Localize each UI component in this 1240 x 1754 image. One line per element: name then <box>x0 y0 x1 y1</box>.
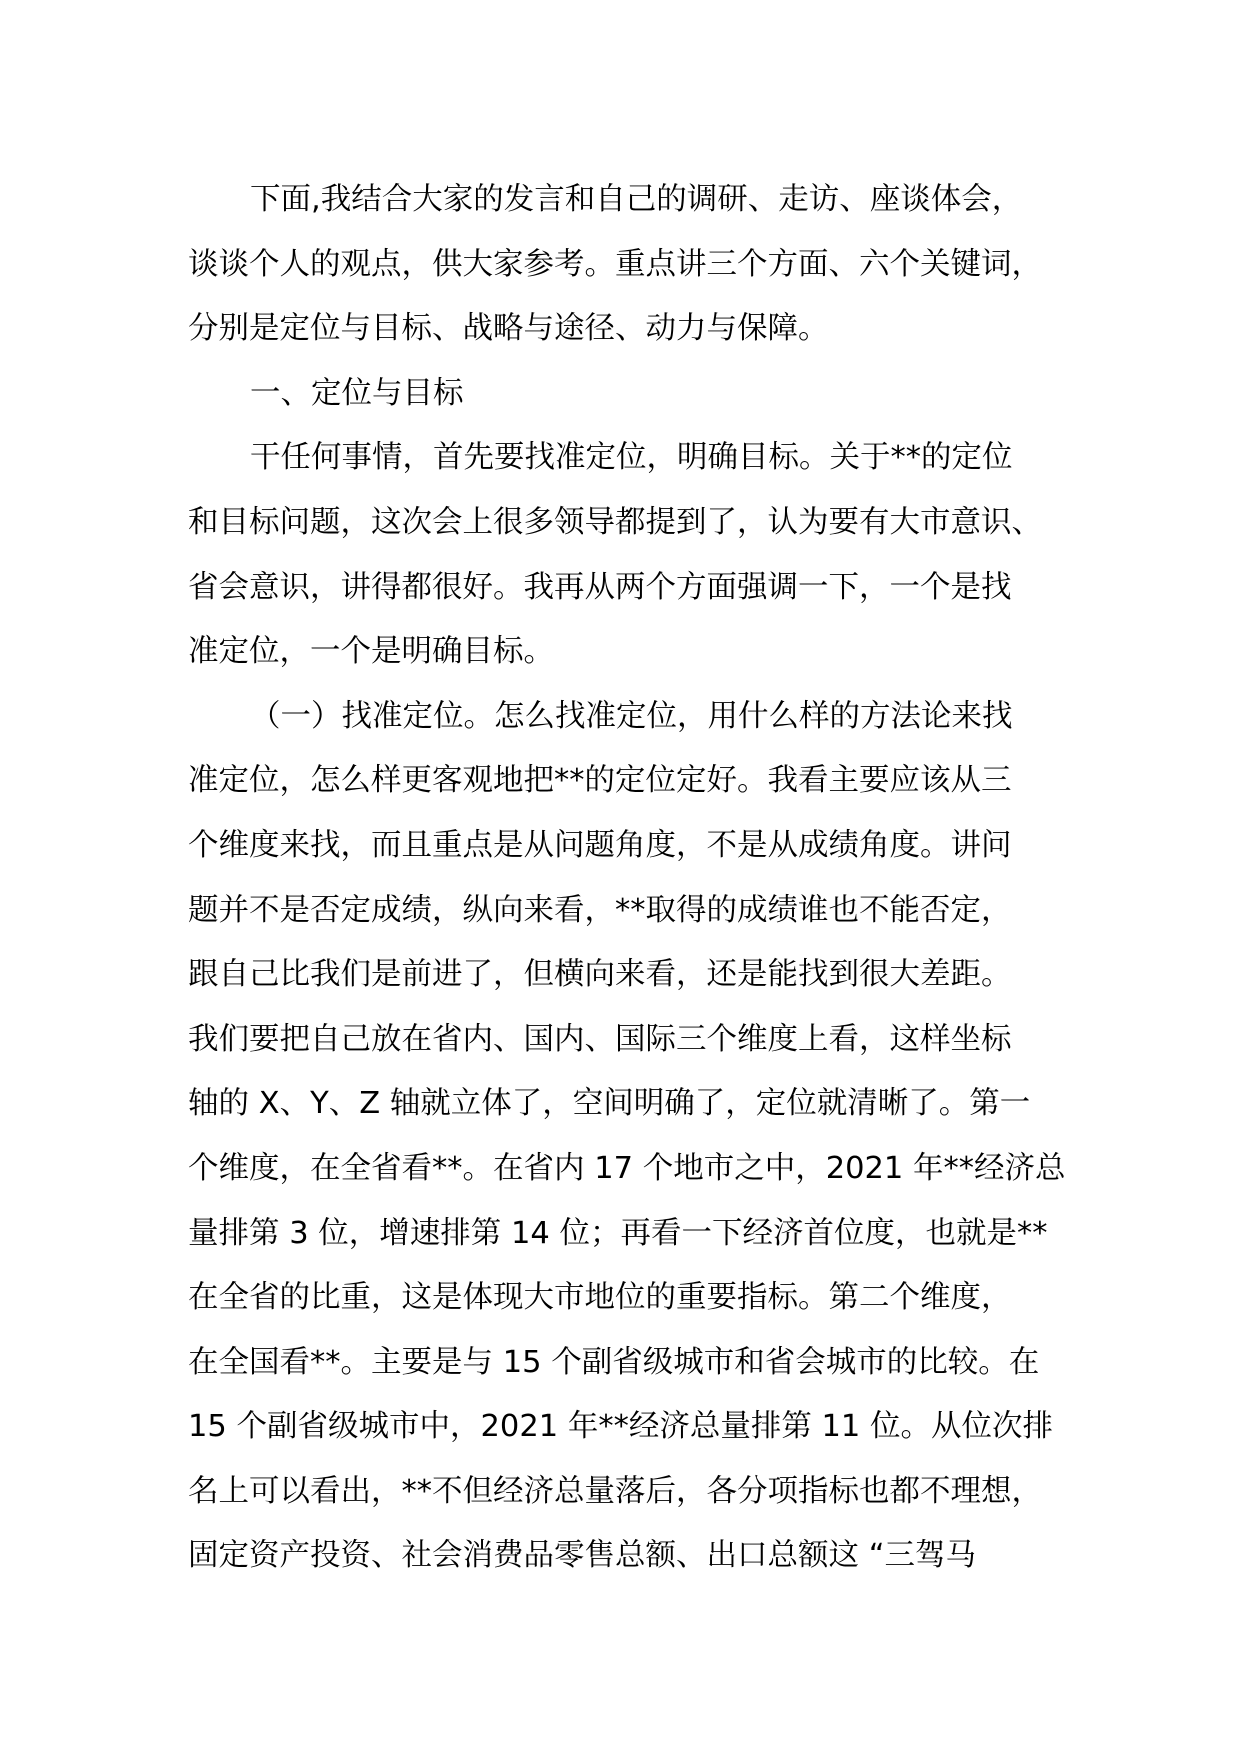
paragraph-line: 准定位，一个是明确目标。 <box>188 634 554 670</box>
paragraph-line: 在全国看**。主要是与 15 个副省级城市和省会城市的比较。在 <box>188 1344 1040 1380</box>
paragraph-line: 分别是定位与目标、战略与途径、动力与保障。 <box>188 311 829 347</box>
paragraph-line: 轴的 X、Y、Z 轴就立体了，空间明确了，定位就清晰了。第一 <box>188 1086 1031 1122</box>
paragraph-line: 固定资产投资、社会消费品零售总额、出口总额这 “三驾马 <box>188 1538 976 1574</box>
paragraph-line: 15 个副省级城市中，2021 年**经济总量排第 11 位。从位次排 <box>188 1409 1054 1445</box>
paragraph-line: 准定位，怎么样更客观地把**的定位定好。我看主要应该从三 <box>188 763 1012 799</box>
paragraph-line: 省会意识，讲得都很好。我再从两个方面强调一下，一个是找 <box>188 569 1012 605</box>
paragraph-line: 题并不是否定成绩，纵向来看，**取得的成绩谁也不能否定， <box>188 892 1012 928</box>
paragraph-line: 干任何事情，首先要找准定位，明确目标。关于**的定位 <box>250 440 1013 476</box>
document-body <box>188 168 1088 1589</box>
paragraph-line: 和目标问题，这次会上很多领导都提到了，认为要有大市意识、 <box>188 504 1042 540</box>
paragraph-line: 我们要把自己放在省内、国内、国际三个维度上看，这样坐标 <box>188 1021 1012 1057</box>
paragraph-line: （一）找准定位。怎么找准定位，用什么样的方法论来找 <box>250 698 1013 734</box>
paragraph-line: 个维度，在全省看**。在省内 17 个地市之中，2021 年**经济总 <box>188 1150 1066 1186</box>
paragraph-line: 下面,我结合大家的发言和自己的调研、走访、座谈体会， <box>250 182 1023 217</box>
section-heading: 一、定位与目标 <box>250 375 464 411</box>
paragraph-line: 量排第 3 位，增速排第 14 位；再看一下经济首位度，也就是** <box>188 1215 1048 1251</box>
paragraph-line: 跟自己比我们是前进了，但横向来看，还是能找到很大差距。 <box>188 957 1012 993</box>
paragraph-line: 谈谈个人的观点，供大家参考。重点讲三个方面、六个关键词， <box>188 246 1042 282</box>
paragraph-line: 名上可以看出，**不但经济总量落后，各分项指标也都不理想， <box>188 1473 1042 1509</box>
paragraph-line: 个维度来找，而且重点是从问题角度，不是从成绩角度。讲问 <box>188 827 1012 863</box>
paragraph-line: 在全省的比重，这是体现大市地位的重要指标。第二个维度， <box>188 1280 1012 1316</box>
